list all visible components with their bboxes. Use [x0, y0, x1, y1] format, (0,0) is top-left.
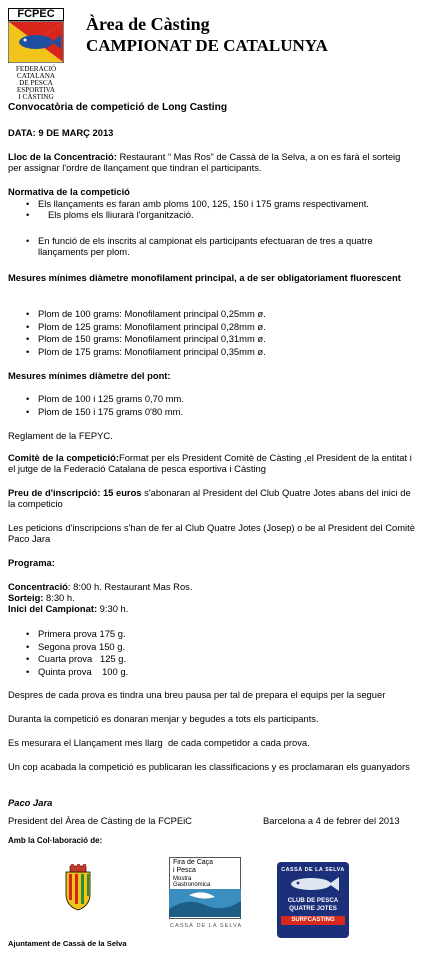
preu-label: Preu de d'inscripció: 15 euros — [8, 487, 142, 498]
fish-emblem-icon — [8, 21, 64, 63]
preu-text: s'abonaran al President del Club Quatre Jotes abans del inici de la competicio — [8, 487, 411, 510]
club-fish-icon — [285, 874, 341, 894]
logo-fcpec-text: FCPEC — [8, 8, 64, 21]
list-item: • En funció de els inscrits al campionat els participants efectuaran de tres a quatre llançaments per plom. — [8, 235, 413, 258]
list-item: • Els llançaments es faran amb ploms 100, 125, 150 i 175 grams respectivament. — [8, 198, 413, 209]
logo-sub-3: DE PESCA — [19, 79, 53, 87]
logo-sub-2: CATALANA — [16, 72, 56, 80]
cop-paragraph: Un cop acabada la competició es publicaran les classificacions y es proclamaran els guanyadors — [8, 761, 410, 772]
list-item: • Plom de 150 grams: Monofilament principal 0,31mm ø. — [8, 333, 413, 346]
list-item: • Segona prova 150 g. — [8, 641, 308, 654]
ajuntament-label: Ajuntament de Cassà de la Selva — [8, 939, 127, 948]
ajuntament-crest-icon — [60, 864, 96, 912]
lloc-text: Restaurant “ Mas Ros” de Cassà de la Selva, a on es farà el sorteig per assignar l'ordre de llançament que tindran el participants. — [8, 151, 401, 174]
mesures-pont-heading: Mesures mínimes diàmetre del pont: — [8, 370, 171, 381]
fira-landscape-icon — [169, 889, 241, 917]
fira-logo — [163, 853, 249, 933]
mesurara-paragraph: Es mesurara el Llançament mes llarg de cada competidor a cada prova. — [8, 737, 310, 748]
club-line1: CLUB DE PESCA — [287, 897, 339, 904]
mesures-principal-list — [8, 308, 413, 358]
list-item: • Quinta prova 100 g. — [8, 666, 308, 679]
lloc-paragraph — [8, 151, 413, 174]
comite-text: Format per els President Comitè de Càsting ,el President de la entitat i el jutge de la Federació Catalana de pesca esportiva i Càsting — [8, 452, 412, 475]
place-date: Barcelona a 4 de febrer del 2013 — [263, 815, 400, 826]
normativa-list-2 — [8, 235, 413, 258]
fira-line1: Fira de Caça — [173, 859, 214, 866]
reglament-text: Reglament de la FEPYC. — [8, 430, 113, 441]
programa-sorteig: Sorteig: 8:30 h. — [8, 592, 75, 603]
fira-line4: Gastronòmica — [173, 882, 211, 888]
logo-sub-1: FEDERACIÓ — [15, 65, 57, 73]
comite-paragraph — [8, 452, 418, 475]
list-item: • Plom de 100 grams: Monofilament principal 0,25mm ø. — [8, 308, 413, 321]
president-line: President del Àrea de Càsting de la FCPEiC — [8, 815, 192, 826]
list-item: • Plom de 100 i 125 grams 0,70 mm. — [8, 393, 413, 406]
club-line3: SURFCASTING — [281, 916, 345, 925]
logo-sub-5: I CÀSTING — [18, 93, 54, 101]
mesures-principal-heading: Mesures mínimes diàmetre monofilament principal, a de ser obligatoriament fluorescent — [8, 272, 401, 283]
list-item: • Primera prova 175 g. — [8, 628, 308, 641]
list-item: • Els ploms els lliurarà l'organització. — [8, 209, 413, 220]
proves-list — [8, 628, 308, 678]
competition-date: DATA: 9 DE MARÇ 2013 — [8, 127, 114, 138]
fira-bottom: CASSÀ DE LA SELVA — [169, 923, 243, 929]
normativa-heading: Normativa de la competició — [8, 186, 130, 197]
lloc-label: Lloc de la Concentració: — [8, 151, 117, 162]
durant-paragraph: Duranta la competició es donaran menjar y begudes a tots els participants. — [8, 713, 319, 724]
signature: Paco Jara — [8, 797, 53, 808]
programa-concentracio: Concentració: 8:00 h. Restaurant Mas Ros. — [8, 581, 193, 592]
mesures-pont-list — [8, 393, 413, 418]
comite-label: Comitè de la competició: — [8, 452, 119, 463]
page-title: Convocatòria de competició de Long Casting — [8, 102, 228, 113]
club-logo — [277, 862, 349, 938]
list-item: • Plom de 175 grams: Monofilament principal 0,35mm ø. — [8, 346, 413, 359]
programa-inici: Inici del Campionat: 9:30 h. — [8, 603, 129, 614]
normativa-list — [8, 198, 413, 221]
club-top: CASSÀ DE LA SELVA — [281, 867, 345, 873]
header-area: Àrea de Càsting — [86, 14, 210, 34]
preu-paragraph — [8, 487, 413, 510]
list-item: • Plom de 125 grams: Monofilament principal 0,28mm ø. — [8, 321, 413, 334]
list-item: • Plom de 150 i 175 grams 0'80 mm. — [8, 406, 413, 419]
collab-heading: Amb la Col·laboració de: — [8, 836, 103, 845]
programa-heading: Programa: — [8, 557, 55, 568]
club-line2: QUATRE JOTES — [289, 905, 337, 912]
list-item: • Cuarta prova 125 g. — [8, 653, 308, 666]
header-title: CAMPIONAT DE CATALUNYA — [86, 36, 328, 55]
peticions-paragraph: Les peticions d'inscripcions s'han de fer al Club Quatre Jotes (Josep) o be al President del Comitè Paco Jara — [8, 522, 415, 545]
logo-sub-4: ESPORTIVA — [16, 86, 56, 94]
fira-line3: Mostra — [173, 876, 192, 882]
despres-paragraph: Despres de cada prova es tindra una breu pausa per tal de prepara el equips per la seguer — [8, 689, 386, 700]
fcpec-logo — [8, 8, 64, 101]
fira-line2: i Pesca — [173, 867, 196, 874]
